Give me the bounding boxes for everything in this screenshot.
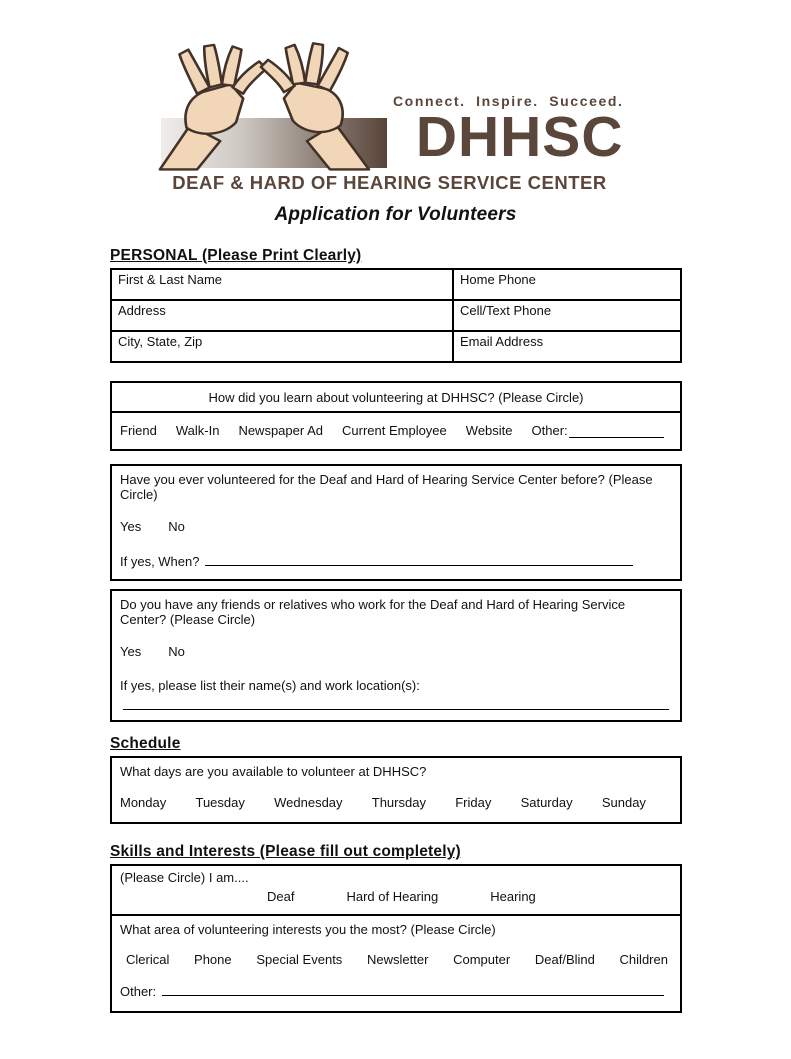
option-walk-in[interactable]: Walk-In [175, 423, 220, 438]
personal-heading: PERSONAL (Please Print Clearly) [110, 247, 362, 264]
option-wednesday[interactable]: Wednesday [274, 795, 343, 810]
other-label: Other: [531, 423, 568, 438]
names-blank-line[interactable] [123, 695, 669, 710]
other-label: Other: [120, 984, 157, 999]
page-title: Application for Volunteers [274, 204, 517, 225]
learn-options-row [112, 413, 680, 449]
field-label: City, State, Zip [118, 334, 203, 349]
friends-relatives-question: Do you have any friends or relatives who work for the Deaf and Hard of Hearing Service Center? (Please Circle) [120, 597, 626, 627]
option-computer[interactable]: Computer [453, 952, 511, 967]
option-thursday[interactable]: Thursday [371, 795, 426, 810]
if-yes-when-label: If yes, When? [120, 554, 200, 569]
option-sunday[interactable]: Sunday [601, 795, 646, 810]
volunteer-application-form [110, 247, 682, 1013]
logo-brand-block [382, 93, 624, 167]
option-saturday[interactable]: Saturday [520, 795, 573, 810]
option-no[interactable]: No [168, 644, 185, 659]
friends-relatives-box [110, 589, 682, 722]
if-yes-when-row [120, 553, 672, 569]
identity-options-row [120, 889, 672, 904]
option-deaf-blind[interactable]: Deaf/Blind [534, 952, 595, 967]
field-address[interactable] [111, 300, 453, 331]
personal-info-table [110, 268, 682, 363]
option-special-events[interactable]: Special Events [256, 952, 343, 967]
option-friend[interactable]: Friend [120, 423, 157, 438]
field-label: Address [118, 303, 166, 318]
field-city-state-zip[interactable] [111, 331, 453, 362]
volunteered-before-question: Have you ever volunteered for the Deaf and Hard of Hearing Service Center before? (Please Circle) [120, 472, 653, 502]
days-row [120, 795, 672, 810]
yes-no-row [120, 519, 672, 534]
skills-heading: Skills and Interests (Please fill out completely) [110, 843, 461, 860]
how-did-you-learn-box [110, 381, 682, 451]
volunteer-area-box [110, 916, 682, 1013]
other-row [120, 983, 672, 999]
option-deaf[interactable]: Deaf [267, 889, 295, 904]
logo-tagline: Connect. Inspire. Succeed. [392, 93, 624, 109]
dhhsc-logo [86, 35, 706, 195]
table-row [111, 331, 681, 362]
option-clerical[interactable]: Clerical [126, 952, 170, 967]
when-blank-line[interactable] [205, 553, 633, 566]
logo-acronym: DHHSC [415, 105, 624, 169]
option-monday[interactable]: Monday [120, 795, 167, 810]
list-names-row [120, 678, 672, 693]
identity-prompt: (Please Circle) I am.... [120, 870, 249, 885]
schedule-question: What days are you available to volunteer at DHHSC? [120, 764, 427, 779]
schedule-heading: Schedule [110, 735, 181, 752]
field-email-address[interactable] [453, 331, 681, 362]
option-tuesday[interactable]: Tuesday [195, 795, 245, 810]
field-first-last-name[interactable] [111, 269, 453, 300]
identity-box [110, 864, 682, 916]
asl-hands-icon [144, 37, 392, 171]
option-phone[interactable]: Phone [194, 952, 232, 967]
field-label: Email Address [460, 334, 544, 349]
option-current-employee[interactable]: Current Employee [342, 423, 447, 438]
schedule-box [110, 756, 682, 824]
option-yes[interactable]: Yes [120, 519, 142, 534]
other-blank-line[interactable] [569, 425, 664, 438]
option-hearing[interactable]: Hearing [490, 889, 536, 904]
logo-org-name: DEAF & HARD OF HEARING SERVICE CENTER [172, 172, 607, 193]
field-label: Home Phone [460, 272, 536, 287]
option-yes[interactable]: Yes [120, 644, 142, 659]
yes-no-row [120, 644, 672, 659]
volunteered-before-box [110, 464, 682, 581]
other-blank-line[interactable] [162, 983, 664, 996]
area-options-row [120, 952, 672, 967]
option-children[interactable]: Children [619, 952, 668, 967]
table-row [111, 300, 681, 331]
list-names-label: If yes, please list their name(s) and work location(s): [120, 678, 420, 693]
field-label: First & Last Name [118, 272, 223, 287]
option-friday[interactable]: Friday [455, 795, 492, 810]
area-question: What area of volunteering interests you the most? (Please Circle) [120, 922, 496, 937]
option-website[interactable]: Website [465, 423, 513, 438]
learn-question: How did you learn about volunteering at DHHSC? (Please Circle) [112, 383, 680, 413]
option-newspaper-ad[interactable]: Newspaper Ad [238, 423, 323, 438]
field-cell-text-phone[interactable] [453, 300, 681, 331]
table-row [111, 269, 681, 300]
field-home-phone[interactable] [453, 269, 681, 300]
option-newsletter[interactable]: Newsletter [367, 952, 429, 967]
field-label: Cell/Text Phone [460, 303, 552, 318]
option-no[interactable]: No [168, 519, 185, 534]
option-hard-of-hearing[interactable]: Hard of Hearing [346, 889, 439, 904]
